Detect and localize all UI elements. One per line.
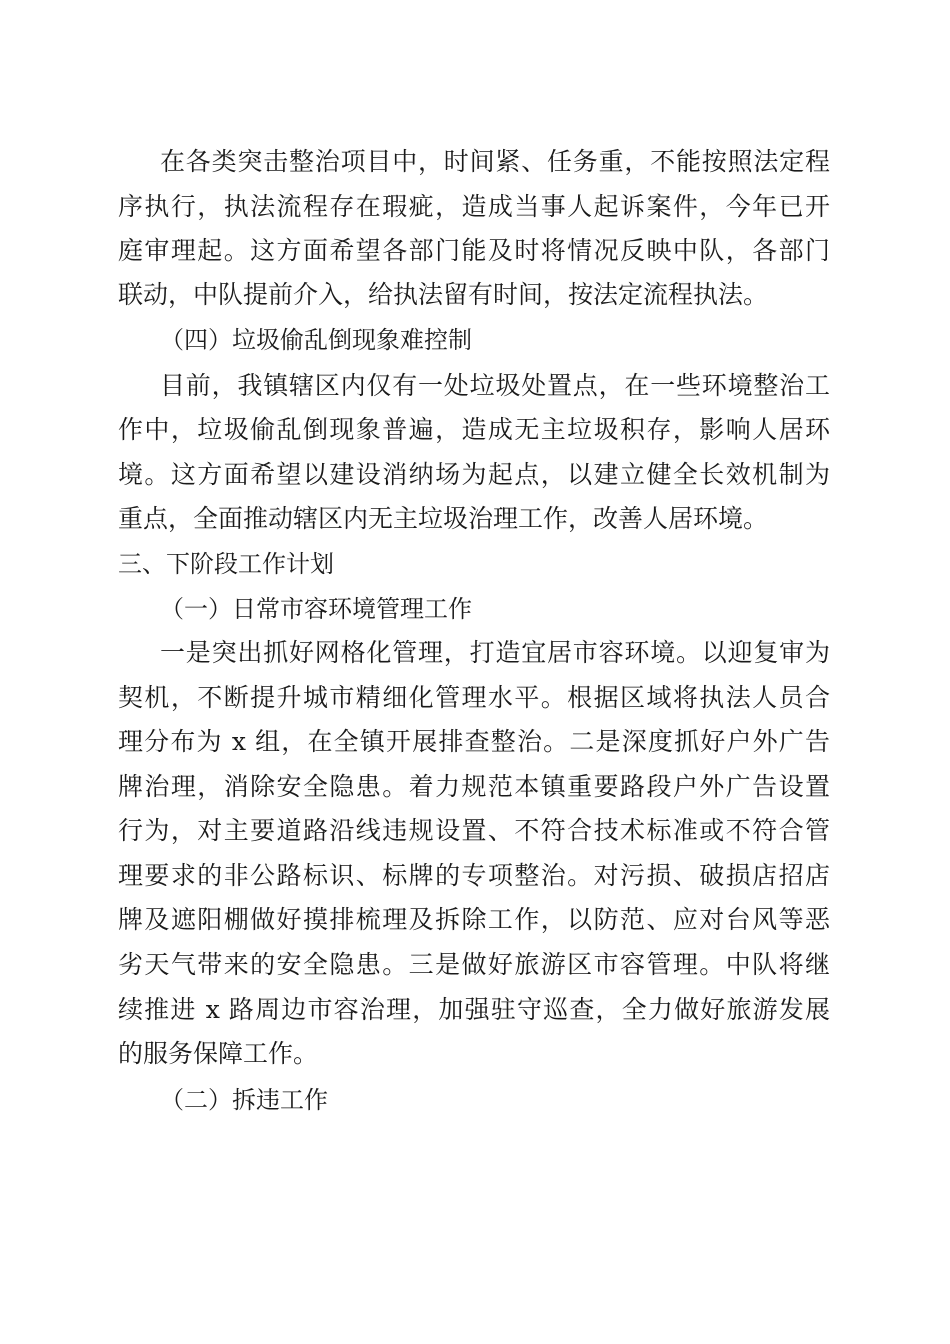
paragraph-line: 重点，全面推动辖区内无主垃圾治理工作，改善人居环境。 — [118, 504, 769, 533]
paragraph-line: 牌及遮阳棚做好摸排梳理及拆除工作，以防范、应对台风等恶 — [118, 905, 830, 934]
paragraph-line: 理要求的非公路标识、标牌的专项整治。对污损、破损店招店 — [118, 861, 830, 890]
section-title: 三、下阶段工作计划 — [118, 550, 334, 578]
paragraph-line: 作中，垃圾偷乱倒现象普遍，造成无主垃圾积存，影响人居环 — [118, 415, 830, 444]
paragraph-line: 劣天气带来的安全隐患。三是做好旅游区市容管理。中队将继 — [118, 950, 830, 979]
subsection-heading: （四）垃圾偷乱倒现象难控制 — [160, 326, 472, 354]
paragraph-line: 庭审理起。这方面希望各部门能及时将情况反映中队，各部门 — [118, 236, 830, 265]
paragraph-line: 目前，我镇辖区内仅有一处垃圾处置点，在一些环境整治工 — [160, 371, 830, 400]
paragraph-line: 联动，中队提前介入，给执法留有时间，按法定流程执法。 — [118, 280, 769, 309]
paragraph-line: 契机，不断提升城市精细化管理水平。根据区域将执法人员合 — [118, 683, 830, 712]
paragraph-line: 理分布为 x 组，在全镇开展排查整治。二是深度抓好户外广告 — [118, 727, 830, 756]
paragraph-line: 序执行，执法流程存在瑕疵，造成当事人起诉案件，今年已开 — [118, 192, 830, 221]
paragraph-line: 续推进 x 路周边市容治理，加强驻守巡查，全力做好旅游发展 — [118, 995, 830, 1024]
paragraph-line: 境。这方面希望以建设消纳场为起点，以建立健全长效机制为 — [118, 460, 830, 489]
paragraph-line: 的服务保障工作。 — [118, 1039, 319, 1068]
paragraph-line: 一是突出抓好网格化管理，打造宜居市容环境。以迎复审为 — [160, 638, 830, 667]
paragraph-line: 行为，对主要道路沿线违规设置、不符合技术标准或不符合管 — [118, 816, 830, 845]
subsection-heading: （一）日常市容环境管理工作 — [160, 595, 472, 623]
paragraph-line: 牌治理，消除安全隐患。着力规范本镇重要路段户外广告设置 — [118, 772, 830, 801]
subsection-heading: （二）拆违工作 — [160, 1086, 328, 1114]
paragraph-line: 在各类突击整治项目中，时间紧、任务重，不能按照法定程 — [160, 147, 830, 176]
